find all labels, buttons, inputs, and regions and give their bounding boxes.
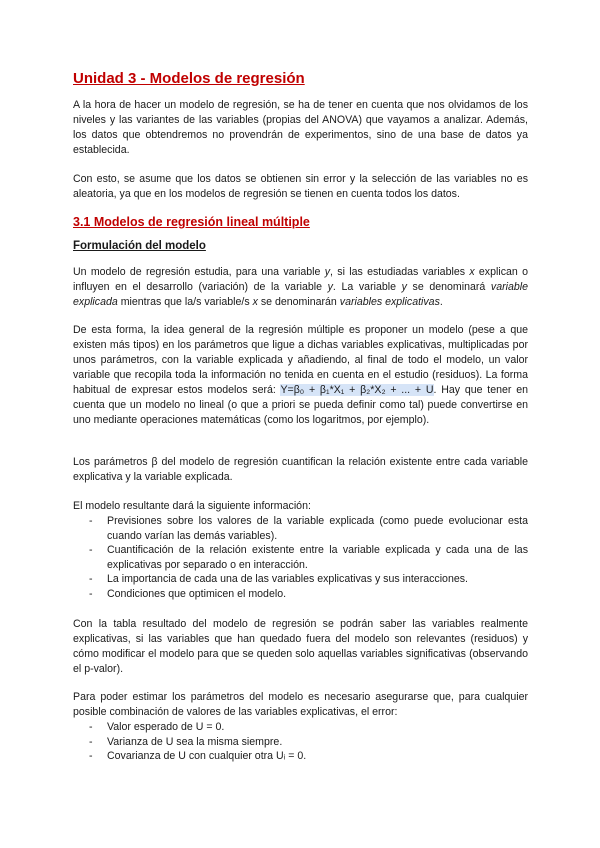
information-list — [73, 514, 528, 602]
list-item: - Previsiones sobre los valores de la variable explicada (como puede evolucionar esta cuando varían las demás variables). — [73, 514, 528, 543]
model-paragraph-2 — [73, 323, 528, 428]
model-paragraph-4 — [73, 499, 528, 602]
model-paragraph-1 — [73, 265, 528, 310]
list-item: - Condiciones que optimicen el modelo. — [73, 587, 528, 602]
subsection-title: Formulación del modelo — [73, 240, 206, 252]
model-paragraph-5 — [73, 617, 528, 677]
list-item: - Valor esperado de U = 0. — [73, 720, 528, 735]
model-paragraph-3 — [73, 455, 528, 485]
error-conditions-list — [73, 720, 528, 764]
paragraph-text: A la hora de hacer un modelo de regresión, se ha de tener en cuenta que nos olvidamos de los niveles y las variantes de las variables (propias del ANOVA) que vayamos a analizar. Además, los datos que obtendremos no provendrán de experimentos, sino de una base de datos ya establecida. — [73, 99, 528, 156]
paragraph-text: Los parámetros β del modelo de regresión cuantifican la relación existente entre cada variable explicativa y la variable explicada. — [73, 456, 528, 483]
section-title: 3.1 Modelos de regresión lineal múltiple — [73, 215, 310, 229]
intro-paragraph-2 — [73, 172, 528, 202]
paragraph-text: De esta forma, la idea general de la regresión múltiple es proponer un modelo (pese a que existen más tipos) en los parámetros que ligue a dichas variables explicativas, multiplicadas por unos parámetros, con la variable explicada y añadiendo, al final de todo el modelo, un valor variable que recopila toda la información no tenida en cuenta en el estudio (residuos). La forma habitual de expresar estos modelos será: Y=β₀ + β₁*X₁ + β₂*X₂ + ... + U. Hay que tener en cuenta que un modelo no lineal (o que a priori se pueda definir como tal) puede convertirse en uno mediante operaciones matemáticas (como los logaritmos, por ejemplo). — [73, 324, 528, 426]
list-item: - Cuantificación de la relación existente entre la variable explicada y cada una de las explicativas por separado o en interacción. — [73, 543, 528, 572]
paragraph-text: El modelo resultante dará la siguiente información: — [73, 500, 311, 512]
paragraph-text: Con esto, se asume que los datos se obtienen sin error y la selección de las variables no es aleatoria, ya que en los modelos de regresión se tienen en cuenta todos los datos. — [73, 173, 528, 200]
list-item: - Covarianza de U con cualquier otra Uᵢ = 0. — [73, 749, 528, 764]
paragraph-text: Un modelo de regresión estudia, para una variable y, si las estudiadas variables x explican o influyen en el desarrollo (variación) de la variable y. La variable y se denominará variable explicada mientras que la/s variable/s x se denominarán variables explicativas. — [73, 266, 529, 308]
paragraph-text: Con la tabla resultado del modelo de regresión se podrán saber las variables realmente explicativas, si las variables que han quedado fuera del modelo son relevantes (residuos) y cómo modificar el modelo para que se queden solo aquellas variables significativas (observando el p-valor). — [73, 618, 528, 675]
intro-paragraph-1 — [73, 98, 528, 158]
model-paragraph-6 — [73, 690, 528, 764]
unit-title: Unidad 3 - Modelos de regresión — [73, 70, 305, 87]
list-item: - Varianza de U sea la misma siempre. — [73, 735, 528, 750]
regression-formula: Y=β₀ + β₁*X₁ + β₂*X₂ + ... + U — [280, 384, 434, 396]
paragraph-text: Para poder estimar los parámetros del modelo es necesario asegurarse que, para cualquier posible combinación de valores de las variables explicativas, el error: — [73, 691, 528, 718]
list-item: - La importancia de cada una de las variables explicativas y sus interacciones. — [73, 572, 528, 587]
